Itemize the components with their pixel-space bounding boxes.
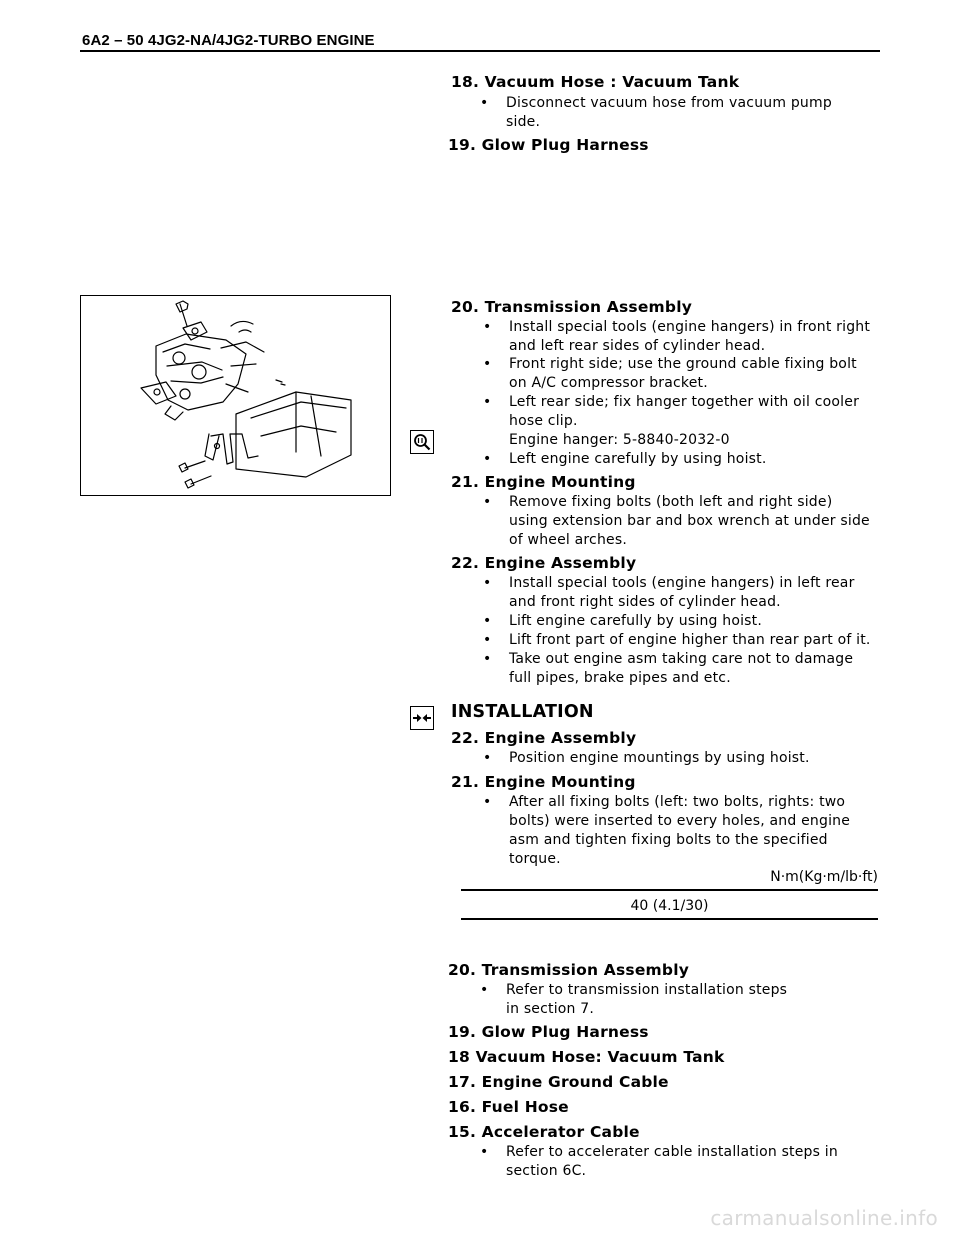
install-step-22-heading: 22. Engine Assembly: [451, 729, 637, 747]
removal-icon: [410, 430, 434, 454]
step-18-bullet: [480, 94, 876, 132]
step-20-bullet-3: [483, 393, 884, 450]
header-rule: [80, 50, 880, 52]
bullet-dot: •: [483, 451, 492, 467]
step-22-bullet-2: [483, 612, 884, 631]
bullet-text-line: bolts) were inserted to every holes, and engine: [509, 813, 851, 829]
install-step-17-heading: 17. Engine Ground Cable: [448, 1073, 669, 1091]
step-22-bullet-3: [483, 631, 884, 650]
torque-table-bottom-rule: [461, 918, 878, 920]
install-step-19-heading: 19. Glow Plug Harness: [448, 1023, 649, 1041]
bullet-text-line: section 6C.: [506, 1163, 587, 1179]
torque-table-top-rule: [461, 889, 878, 891]
install-step-16-heading: 16. Fuel Hose: [448, 1098, 569, 1116]
torque-value: 40 (4.1/30): [630, 898, 709, 914]
install-step-15-heading: 15. Accelerator Cable: [448, 1123, 640, 1141]
bullet-text-line: Install special tools (engine hangers) in left rear: [509, 575, 855, 591]
bullet-text-line: Front right side; use the ground cable fixing bolt: [509, 356, 857, 372]
bullet-text-line: using extension bar and box wrench at under side: [509, 513, 870, 529]
step-19-heading: 19. Glow Plug Harness: [448, 136, 649, 154]
bullet-text-line: in section 7.: [506, 1001, 595, 1017]
install-step-20-bullet-1: [480, 981, 881, 1019]
step-20-heading: 20. Transmission Assembly: [451, 298, 693, 316]
magnifier-icon: [413, 433, 431, 451]
step-20-bullet-1: [483, 318, 884, 356]
step-20-bullet-2: [483, 355, 884, 393]
bullet-text-line: torque.: [509, 851, 561, 867]
bullet-text-line: Remove fixing bolts (both left and right side): [509, 494, 833, 510]
bullet-text-line: Refer to accelerater cable installation steps in: [506, 1144, 838, 1160]
bullet-dot: •: [483, 794, 492, 810]
bullet-dot: •: [483, 319, 492, 335]
bullet-dot: •: [480, 95, 489, 111]
bullet-text-line: After all fixing bolts (left: two bolts, rights: two: [509, 794, 846, 810]
bullet-dot: •: [483, 632, 492, 648]
bullet-text-line: Lift front part of engine higher than rear part of it.: [509, 632, 871, 648]
bullet-text-line: Position engine mountings by using hoist.: [509, 750, 810, 766]
bullet-dot: •: [483, 356, 492, 372]
installation-icon: [410, 706, 434, 730]
engine-hanger-part-number: Engine hanger: 5-8840-2032-0: [509, 432, 730, 448]
bullet-text-line: on A/C compressor bracket.: [509, 375, 708, 391]
bullet-text-line: Disconnect vacuum hose from vacuum pump: [506, 95, 832, 111]
bullet-text-line: Refer to transmission installation steps: [506, 982, 788, 998]
installation-title: INSTALLATION: [451, 702, 594, 722]
install-step-22-bullet-1: [483, 749, 884, 768]
step-22-heading: 22. Engine Assembly: [451, 554, 637, 572]
bullet-text-line: Left engine carefully by using hoist.: [509, 451, 767, 467]
bullet-dot: •: [483, 575, 492, 591]
step-20-bullet-4: [483, 450, 884, 469]
page-header-title: 6A2 – 50 4JG2-NA/4JG2-TURBO ENGINE: [82, 32, 375, 49]
bullet-text-line: and left rear sides of cylinder head.: [509, 338, 766, 354]
watermark-text: carmanualsonline.info: [710, 1206, 938, 1230]
bullet-dot: •: [483, 613, 492, 629]
arrows-converge-icon: [412, 711, 432, 725]
bullet-dot: •: [480, 1144, 489, 1160]
bullet-text-line: and front right sides of cylinder head.: [509, 594, 781, 610]
step-21-bullet-1: [483, 493, 884, 550]
install-step-21-bullet-1: [483, 793, 884, 869]
step-22-bullet-4: [483, 650, 884, 688]
bullet-dot: •: [483, 750, 492, 766]
install-step-21-heading: 21. Engine Mounting: [451, 773, 636, 791]
engine-hanger-illustration: [80, 295, 391, 496]
bullet-text-line: full pipes, brake pipes and etc.: [509, 670, 731, 686]
torque-unit: N·m(Kg·m/lb·ft): [770, 869, 878, 885]
bullet-text-line: asm and tighten fixing bolts to the specified: [509, 832, 828, 848]
bullet-dot: •: [483, 651, 492, 667]
bullet-dot: •: [483, 494, 492, 510]
bullet-text-line: Install special tools (engine hangers) in front right: [509, 319, 871, 335]
step-18-heading: 18. Vacuum Hose : Vacuum Tank: [451, 73, 740, 91]
bullet-dot: •: [480, 982, 489, 998]
step-21-heading: 21. Engine Mounting: [451, 473, 636, 491]
install-step-20-heading: 20. Transmission Assembly: [448, 961, 690, 979]
install-step-15-bullet-1: [480, 1143, 881, 1181]
step-22-bullet-1: [483, 574, 884, 612]
bullet-text-line: Left rear side; fix hanger together with oil cooler: [509, 394, 860, 410]
engine-hanger-drawing: [81, 296, 390, 495]
bullet-dot: •: [483, 394, 492, 410]
bullet-text-line: side.: [506, 114, 541, 130]
install-step-18-heading: 18 Vacuum Hose: Vacuum Tank: [448, 1048, 725, 1066]
bullet-text-line: Lift engine carefully by using hoist.: [509, 613, 763, 629]
bullet-text-line: of wheel arches.: [509, 532, 627, 548]
bullet-text-line: hose clip.: [509, 413, 578, 429]
bullet-text-line: Take out engine asm taking care not to damage: [509, 651, 854, 667]
